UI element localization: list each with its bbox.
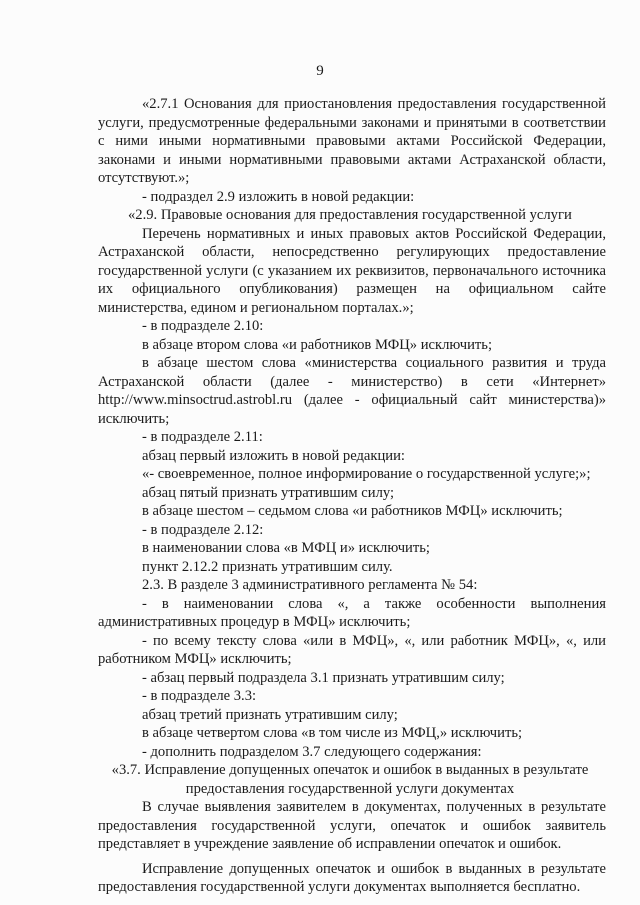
- paragraph: - в подразделе 2.11:: [142, 429, 263, 445]
- paragraph: в наименовании слова «в МФЦ и» исключить;: [142, 540, 430, 556]
- paragraph: - абзац первый подраздела 3.1 признать утратившим силу;: [142, 669, 505, 686]
- paragraph: «2.9. Правовые основания для предоставления государственной услуги: [128, 207, 572, 223]
- paragraph: В случае выявления заявителем в документах, полученных в результате предоставления государственной услуги, опечаток и ошибок заявитель представляет в учреждение заявление об исправлении опечаток и ошибок.: [98, 799, 606, 852]
- document-body: [98, 95, 606, 897]
- paragraph: абзац пятый признать утратившим силу;: [142, 484, 395, 501]
- paragraph: - в подразделе 3.3:: [142, 688, 257, 704]
- paragraph: - подраздел 2.9 изложить в новой редакции:: [142, 188, 415, 205]
- paragraph: в абзаце шестом – седьмом слова «и работников МФЦ» исключить;: [142, 503, 563, 519]
- paragraph: в абзаце втором слова «и работников МФЦ» исключить;: [142, 336, 492, 353]
- paragraph: абзац первый изложить в новой редакции:: [142, 447, 405, 464]
- paragraph: «2.7.1 Основания для приостановления предоставления государственной услуги, предусмотренные федеральными законами и принятыми в соответствии с ними иными нормативными правовыми актами Российской Федерации, законами и иными нормативными правовыми актами Астраханской области, отсутствуют.»;: [98, 96, 606, 186]
- paragraph: в абзаце шестом слова «министерства социального развития и труда Астраханской области (далее - министерство) в сети «Интернет» http://www.minsoctrud.astrobl.ru (далее - официальный сайт министерства)» исключить;: [98, 355, 606, 427]
- paragraph: - дополнить подразделом 3.7 следующего содержания:: [142, 743, 482, 760]
- paragraph: в абзаце четвертом слова «в том числе из МФЦ,» исключить;: [142, 725, 523, 741]
- page-number: 9: [316, 63, 324, 79]
- paragraph: Перечень нормативных и иных правовых актов Российской Федерации, Астраханской области, непосредственно регулирующих предоставление государственной услуги (с указанием их реквизитов, первоначального источника их официального опубликования) размещен на официальном сайте министерства, едином и региональном порталах.»;: [98, 225, 606, 316]
- paragraph: пункт 2.12.2 признать утратившим силу.: [142, 558, 393, 575]
- paragraph: «- своевременное, полное информирование о государственной услуге;»;: [142, 466, 591, 482]
- paragraph: - в наименовании слова «, а также особенности выполнения административных процедур в МФЦ» исключить;: [98, 595, 606, 630]
- paragraph: - по всему тексту слова «или в МФЦ», «, или работник МФЦ», «, или работником МФЦ» исключить;: [98, 632, 606, 667]
- paragraph: - в подразделе 2.10:: [142, 318, 264, 334]
- paragraph: 2.3. В разделе 3 административного регламента № 54:: [142, 577, 478, 593]
- paragraph: - в подразделе 2.12:: [142, 521, 264, 538]
- section-heading: «3.7. Исправление допущенных опечаток и ошибок в выданных в результате предоставления государственной услуги документах: [111, 762, 589, 797]
- paragraph: абзац третий признать утратившим силу;: [142, 706, 398, 723]
- paragraph: Исправление допущенных опечаток и ошибок в выданных в результате предоставления государственной услуги документах выполняется бесплатно.: [98, 860, 606, 895]
